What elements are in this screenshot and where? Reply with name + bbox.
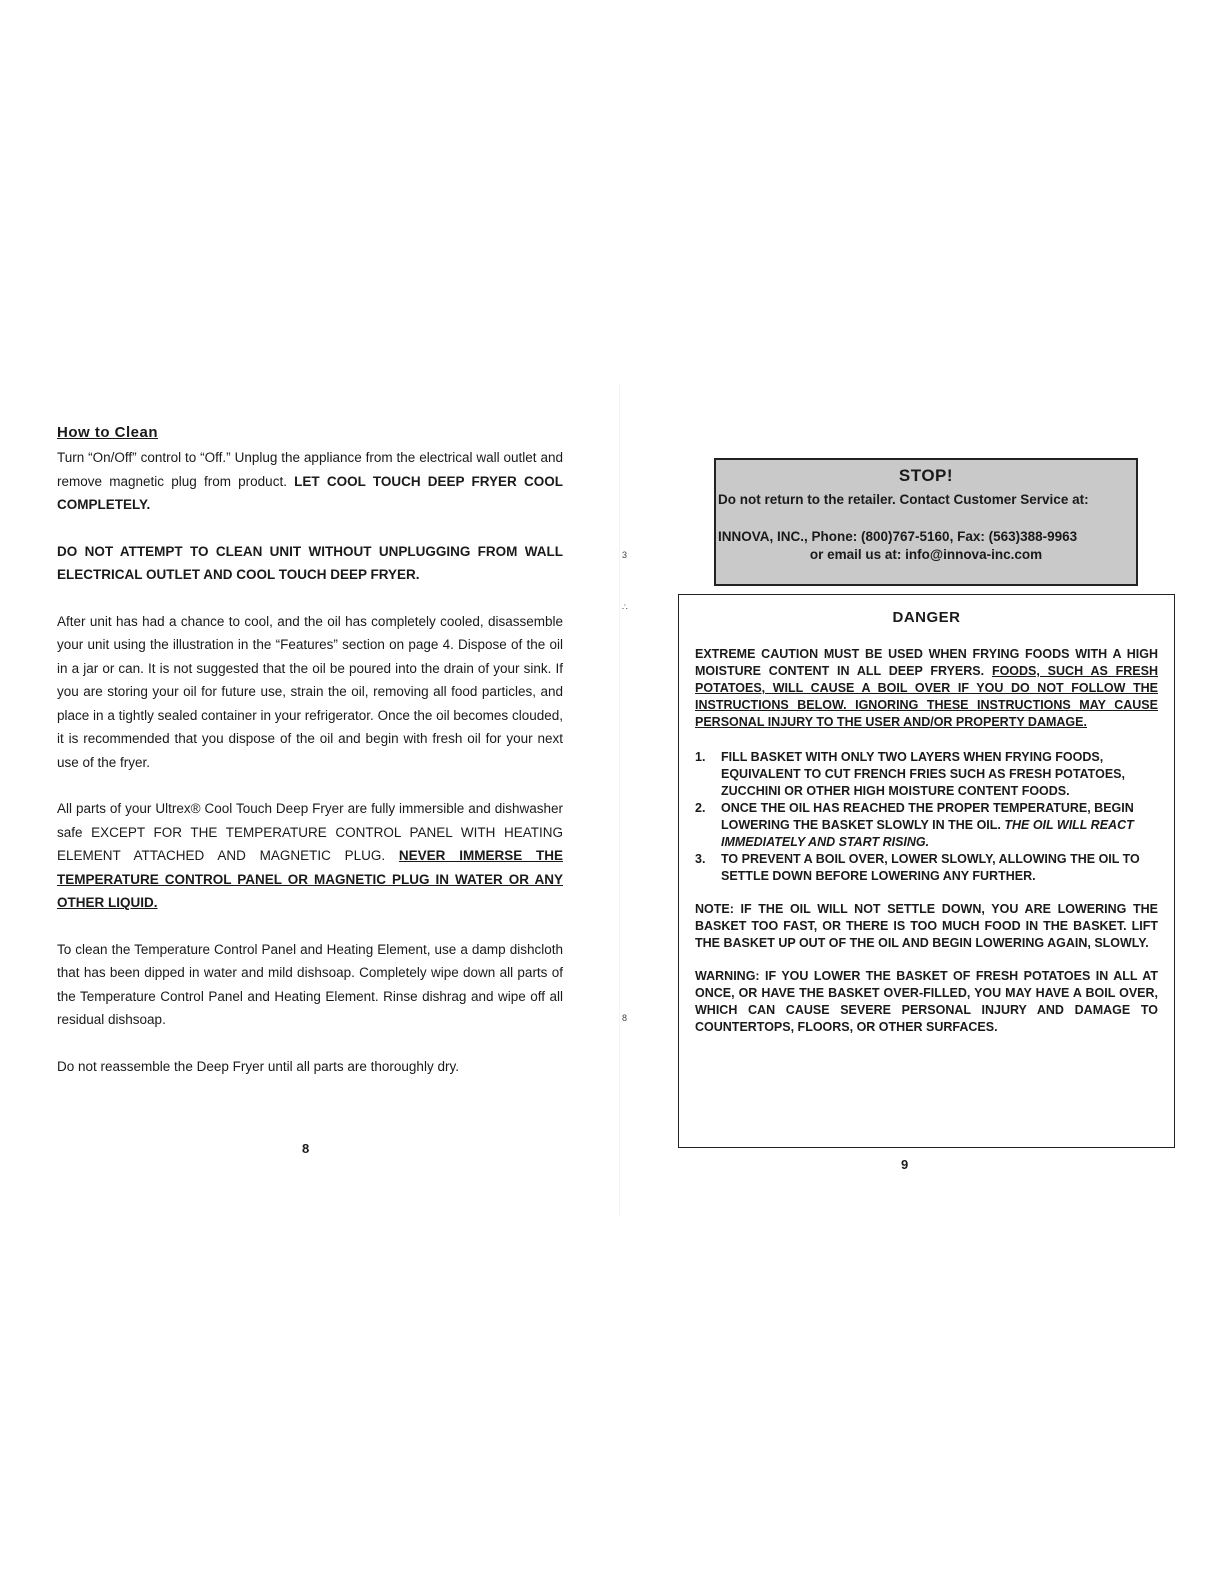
list-item-emphasis: THE OIL WILL REACT IMMEDIATELY AND START RISING. <box>721 818 1134 849</box>
list-item-body: FILL BASKET WITH ONLY TWO LAYERS WHEN FRYING FOODS, EQUIVALENT TO CUT FRENCH FRIES SUCH AS FRESH POTATOES, ZUCCHINI OR OTHER HIGH MOISTURE CONTENT FOODS. <box>721 750 1125 798</box>
danger-note: NOTE: IF THE OIL WILL NOT SETTLE DOWN, YOU ARE LOWERING THE BASKET TOO FAST, OR THERE IS TOO MUCH FOOD IN THE BASKET. LIFT THE BASKET UP OUT OF THE OIL AND BEGIN LOWERING AGAIN, SLOWLY. <box>695 902 1158 950</box>
left-page <box>57 424 563 1078</box>
list-item <box>695 800 1158 851</box>
never-immerse-text: NEVER IMMERSE THE TEMPERATURE CONTROL PANEL OR MAGNETIC PLUG IN WATER OR ANY OTHER LIQUID. <box>57 848 563 910</box>
danger-intro-text: EXTREME CAUTION MUST BE USED WHEN FRYING FOODS WITH A HIGH MOISTURE CONTENT IN ALL DEEP FRYERS. <box>695 647 1158 678</box>
stop-title: STOP! <box>898 466 954 485</box>
list-item-text <box>721 851 1158 885</box>
danger-intro-underlined: FOODS, SUCH AS FRESH POTATOES, WILL CAUSE A BOIL OVER IF YOU DO NOT FOLLOW THE INSTRUCTIONS BELOW. IGNORING THESE INSTRUCTIONS MAY CAUSE PERSONAL INJURY TO THE USER AND/OR PROPERTY DAMAGE. <box>695 664 1158 729</box>
unplug-text: Turn “On/Off” control to “Off.” Unplug the appliance from the electrical wall outlet and remove magnetic plug from product. <box>57 450 563 489</box>
margin-mark: 8 <box>622 1013 628 1023</box>
list-item-body: TO PREVENT A BOIL OVER, LOWER SLOWLY, ALLOWING THE OIL TO SETTLE DOWN BEFORE LOWERING ANY FURTHER. <box>721 852 1140 883</box>
section-heading: How to Clean <box>57 424 159 441</box>
danger-instructions-list <box>695 749 1158 885</box>
list-item-number: 1. <box>695 750 706 764</box>
stop-notice <box>714 458 1138 586</box>
paragraph-clean-panel: To clean the Temperature Control Panel and Heating Element, use a damp dishcloth that has been dipped in water and mild dishsoap. Completely wipe down all parts of the Temperature Control Panel and Heating Element. Rinse dishrag and wipe off all residual dishsoap. <box>57 941 563 1027</box>
list-item-number: 2. <box>695 801 706 815</box>
list-item <box>695 851 1158 885</box>
list-item-body: ONCE THE OIL HAS REACHED THE PROPER TEMPERATURE, BEGIN LOWERING THE BASKET SLOWLY IN THE OIL. <box>721 801 1134 832</box>
margin-mark: 3 <box>622 550 628 560</box>
page-gutter <box>619 385 620 1215</box>
paragraph-dispose-oil: After unit has had a chance to cool, and the oil has completely cooled, disassemble your unit using the illustration in the “Features” section on page 4. Dispose of the oil in a jar or can. It is not suggested that the oil be poured into the drain of your sink. If you are storing your oil for future use, strain the oil, removing all food particles, and place in a tightly sealed container in your refrigerator. Once the oil becomes clouded, it is recommended that you dispose of the oil and begin with fresh oil for your next use of the fryer. <box>57 613 563 770</box>
immersible-text: All parts of your Ultrex® Cool Touch Deep Fryer are fully immersible and dishwasher safe EXCEPT FOR THE TEMPERATURE CONTROL PANEL WITH HEATING ELEMENT ATTACHED AND MAGNETIC PLUG. <box>57 801 563 863</box>
paragraph-immersible <box>57 797 563 915</box>
list-item-number: 3. <box>695 852 706 866</box>
danger-box <box>678 594 1175 1148</box>
stop-instruction: Do not return to the retailer. Contact Customer Service at: <box>718 492 1089 507</box>
list-item <box>695 749 1158 800</box>
cool-warning-text: LET COOL TOUCH DEEP FRYER COOL COMPLETELY. <box>57 473 563 512</box>
list-item-text <box>721 800 1158 851</box>
paragraph-unplug <box>57 446 563 517</box>
contact-phone-fax: INNOVA, INC., Phone: (800)767-5160, Fax: (563)388-9963 <box>718 529 1078 544</box>
paragraph-reassemble: Do not reassemble the Deep Fryer until all parts are thoroughly dry. <box>57 1058 459 1074</box>
paragraph-do-not-attempt: DO NOT ATTEMPT TO CLEAN UNIT WITHOUT UNPLUGGING FROM WALL ELECTRICAL OUTLET AND COOL TOUCH DEEP FRYER. <box>57 543 563 582</box>
margin-mark: ∴ <box>622 602 628 612</box>
danger-intro <box>695 646 1158 731</box>
page-number-right: 9 <box>901 1157 909 1172</box>
list-item-text <box>721 749 1158 800</box>
contact-email: or email us at: info@innova-inc.com <box>809 547 1043 562</box>
danger-title: DANGER <box>892 609 961 626</box>
page-number-left: 8 <box>302 1141 310 1156</box>
danger-warning: WARNING: IF YOU LOWER THE BASKET OF FRESH POTATOES IN ALL AT ONCE, OR HAVE THE BASKET OVER-FILLED, YOU MAY HAVE A BOIL OVER, WHICH CAN CAUSE SEVERE PERSONAL INJURY AND DAMAGE TO COUNTERTOPS, FLOORS, OR OTHER SURFACES. <box>695 969 1158 1034</box>
